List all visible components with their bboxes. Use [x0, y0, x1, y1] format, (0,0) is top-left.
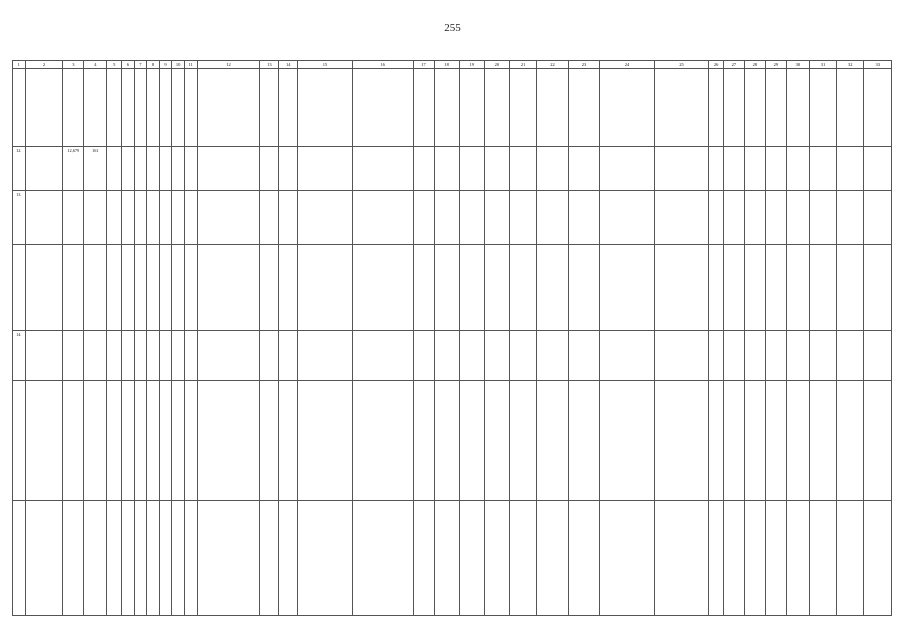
table-cell [809, 245, 836, 331]
table-cell [568, 381, 599, 501]
table-cell [298, 191, 353, 245]
table-cell [786, 245, 809, 331]
table-cell [279, 501, 298, 616]
table-cell [197, 69, 260, 147]
table-cell [279, 245, 298, 331]
table-cell [723, 69, 744, 147]
table-cell [600, 501, 655, 616]
table-cell [786, 381, 809, 501]
table-cell [864, 381, 892, 501]
table-cell [723, 191, 744, 245]
table-cell [279, 381, 298, 501]
table-row [13, 147, 892, 191]
table-cell [537, 245, 568, 331]
table-cell [63, 381, 84, 501]
table-cell [13, 245, 26, 331]
table-cell [298, 331, 353, 381]
table-cell [510, 331, 537, 381]
table-cell [434, 191, 459, 245]
table-cell [809, 147, 836, 191]
table-cell [723, 245, 744, 331]
column-number-cell: 26 [709, 61, 724, 69]
table-cell [279, 331, 298, 381]
table-cell [654, 501, 709, 616]
table-cell [352, 245, 413, 331]
table-cell [837, 501, 864, 616]
table-cell [147, 69, 160, 147]
table-cell [25, 501, 63, 616]
table-cell [744, 331, 765, 381]
table-cell [744, 147, 765, 191]
column-number-cell: 19 [459, 61, 484, 69]
column-number-cell: 2 [25, 61, 63, 69]
table-cell [172, 501, 185, 616]
table-cell [837, 245, 864, 331]
table-row [13, 69, 892, 147]
table-cell [159, 69, 172, 147]
table-cell [197, 191, 260, 245]
table-cell [837, 381, 864, 501]
table-cell [63, 501, 84, 616]
table-cell [434, 147, 459, 191]
table-cell [159, 191, 172, 245]
table-cell [765, 147, 786, 191]
table-cell [134, 69, 147, 147]
column-number-cell: 29 [765, 61, 786, 69]
table-cell [434, 69, 459, 147]
table-cell [147, 245, 160, 331]
page-number: 255 [444, 22, 461, 34]
table-cell [723, 501, 744, 616]
table-cell [484, 331, 509, 381]
table-cell [654, 245, 709, 331]
table-cell [159, 245, 172, 331]
column-number-cell: 21 [510, 61, 537, 69]
column-number-cell: 15 [298, 61, 353, 69]
table-cell [413, 331, 434, 381]
table-cell [63, 69, 84, 147]
table-cell [837, 147, 864, 191]
table-cell [413, 147, 434, 191]
column-number-cell: 11 [184, 61, 197, 69]
table-cell [352, 147, 413, 191]
table-cell [413, 381, 434, 501]
column-number-cell: 10 [172, 61, 185, 69]
table-cell [864, 501, 892, 616]
table-cell [147, 191, 160, 245]
table-cell [184, 381, 197, 501]
table-cell [809, 331, 836, 381]
table-cell [107, 381, 122, 501]
data-table [12, 60, 892, 616]
table-cell [765, 501, 786, 616]
table-cell [260, 331, 279, 381]
table-cell [786, 191, 809, 245]
table-cell [352, 501, 413, 616]
table-row [13, 381, 892, 501]
table-cell: 12. [13, 147, 26, 191]
table-cell [159, 381, 172, 501]
table-cell [459, 69, 484, 147]
table-cell [134, 245, 147, 331]
table-cell [459, 331, 484, 381]
table-cell [434, 331, 459, 381]
table-cell [484, 147, 509, 191]
table-cell [279, 191, 298, 245]
column-number-cell: 4 [84, 61, 107, 69]
table-cell [744, 501, 765, 616]
table-cell [63, 331, 84, 381]
table-cell [147, 147, 160, 191]
table-cell [134, 381, 147, 501]
table-cell [568, 331, 599, 381]
table-cell [172, 69, 185, 147]
table-cell [809, 69, 836, 147]
table-cell [184, 147, 197, 191]
table-cell [84, 381, 107, 501]
table-cell [765, 245, 786, 331]
column-number-cell: 13 [260, 61, 279, 69]
table-cell [260, 245, 279, 331]
table-cell [197, 331, 260, 381]
table-cell [25, 69, 63, 147]
table-cell [600, 147, 655, 191]
table-cell [172, 331, 185, 381]
table-cell [107, 501, 122, 616]
table-cell [809, 501, 836, 616]
table-cell [25, 331, 63, 381]
table-cell [537, 381, 568, 501]
column-number-cell: 25 [654, 61, 709, 69]
table-row [13, 331, 892, 381]
table-cell [197, 245, 260, 331]
table-cell [459, 245, 484, 331]
table-cell [84, 245, 107, 331]
table-cell [260, 501, 279, 616]
table-cell [134, 331, 147, 381]
column-number-cell: 27 [723, 61, 744, 69]
table-cell [568, 147, 599, 191]
table-cell [197, 147, 260, 191]
table-cell [568, 501, 599, 616]
table-cell [352, 381, 413, 501]
table-cell [147, 501, 160, 616]
column-number-cell: 31 [809, 61, 836, 69]
table-cell [510, 69, 537, 147]
table-cell [723, 331, 744, 381]
table-cell [260, 381, 279, 501]
table-cell [600, 331, 655, 381]
table-cell [122, 147, 135, 191]
table-cell [197, 381, 260, 501]
column-number-cell: 23 [568, 61, 599, 69]
table-cell [122, 191, 135, 245]
table-cell: 13. [13, 191, 26, 245]
column-number-cell: 7 [134, 61, 147, 69]
table-cell [434, 501, 459, 616]
column-number-cell: 14 [279, 61, 298, 69]
table-cell [147, 381, 160, 501]
column-number-cell: 32 [837, 61, 864, 69]
table-cell [786, 331, 809, 381]
table-cell [654, 147, 709, 191]
table-cell [298, 245, 353, 331]
table-cell [413, 191, 434, 245]
table-cell [864, 69, 892, 147]
table-cell [352, 69, 413, 147]
table-cell [84, 191, 107, 245]
table-cell [459, 381, 484, 501]
table-cell [600, 381, 655, 501]
table-cell [600, 69, 655, 147]
table-cell [568, 191, 599, 245]
table-cell [709, 69, 724, 147]
table-cell [786, 501, 809, 616]
table-cell: 14. [13, 331, 26, 381]
column-number-row [13, 61, 892, 69]
table-cell [537, 501, 568, 616]
table-cell [654, 191, 709, 245]
column-number-cell: 6 [122, 61, 135, 69]
table-cell [184, 191, 197, 245]
table-cell [765, 191, 786, 245]
table-cell [172, 381, 185, 501]
table-cell [298, 381, 353, 501]
table-cell [260, 147, 279, 191]
table-cell [134, 191, 147, 245]
table-cell [122, 331, 135, 381]
table-cell [184, 501, 197, 616]
table-cell [107, 147, 122, 191]
table-cell [484, 381, 509, 501]
table-cell [568, 69, 599, 147]
table-cell [537, 331, 568, 381]
table-cell [13, 381, 26, 501]
table-cell [510, 245, 537, 331]
table-cell [13, 69, 26, 147]
table-cell [172, 245, 185, 331]
table-cell [709, 147, 724, 191]
table-cell [765, 69, 786, 147]
table-cell [159, 331, 172, 381]
table-cell [434, 381, 459, 501]
table-cell [25, 191, 63, 245]
column-number-cell: 17 [413, 61, 434, 69]
table-cell [84, 501, 107, 616]
table-cell [864, 331, 892, 381]
table-cell [122, 381, 135, 501]
table-cell [134, 147, 147, 191]
table-cell [654, 331, 709, 381]
table-cell [260, 191, 279, 245]
table-cell [709, 331, 724, 381]
table-row [13, 191, 892, 245]
table-cell [510, 147, 537, 191]
table-cell [107, 69, 122, 147]
table-cell [63, 191, 84, 245]
column-number-cell: 30 [786, 61, 809, 69]
column-number-cell: 5 [107, 61, 122, 69]
table-cell [568, 245, 599, 331]
table-cell [279, 69, 298, 147]
table-cell [184, 245, 197, 331]
table-cell [459, 147, 484, 191]
table-cell [510, 501, 537, 616]
table-cell [107, 191, 122, 245]
table-cell [484, 501, 509, 616]
table-row [13, 245, 892, 331]
table-cell [600, 245, 655, 331]
table-cell [84, 69, 107, 147]
table-cell [723, 147, 744, 191]
table-cell [459, 501, 484, 616]
table-cell [786, 69, 809, 147]
table-cell [484, 245, 509, 331]
table-cell [159, 501, 172, 616]
table-cell [122, 245, 135, 331]
table-cell [298, 147, 353, 191]
table-cell [413, 245, 434, 331]
table-cell [25, 381, 63, 501]
table-cell [63, 245, 84, 331]
column-number-cell: 20 [484, 61, 509, 69]
table-cell: 12,679 [63, 147, 84, 191]
table-cell [352, 331, 413, 381]
column-number-cell: 33 [864, 61, 892, 69]
table-row [13, 501, 892, 616]
table-cell [197, 501, 260, 616]
table-cell [172, 147, 185, 191]
table-cell [413, 69, 434, 147]
column-number-cell: 8 [147, 61, 160, 69]
column-number-cell: 3 [63, 61, 84, 69]
table-cell [709, 381, 724, 501]
column-number-cell: 22 [537, 61, 568, 69]
table-cell [654, 69, 709, 147]
table-cell [809, 191, 836, 245]
table-cell [122, 501, 135, 616]
column-number-cell: 28 [744, 61, 765, 69]
table-cell [484, 69, 509, 147]
table-cell [107, 245, 122, 331]
table-cell [260, 69, 279, 147]
column-number-cell: 9 [159, 61, 172, 69]
table-cell [459, 191, 484, 245]
table-cell [537, 191, 568, 245]
table-cell [484, 191, 509, 245]
table-cell [434, 245, 459, 331]
column-number-cell: 16 [352, 61, 413, 69]
table-cell [837, 191, 864, 245]
column-number-cell: 1 [13, 61, 26, 69]
table-cell [537, 69, 568, 147]
table-cell [172, 191, 185, 245]
table-cell [744, 381, 765, 501]
table-cell [864, 245, 892, 331]
table-cell [744, 69, 765, 147]
table-cell [413, 501, 434, 616]
table-cell [709, 191, 724, 245]
table-cell [837, 331, 864, 381]
table-cell [159, 147, 172, 191]
table-cell [809, 381, 836, 501]
table-cell [25, 245, 63, 331]
table-cell [298, 69, 353, 147]
table-cell [298, 501, 353, 616]
table-cell [786, 147, 809, 191]
table-cell [723, 381, 744, 501]
table-cell [765, 381, 786, 501]
table-cell [122, 69, 135, 147]
table-cell [184, 69, 197, 147]
column-number-cell: 24 [600, 61, 655, 69]
table-cell [744, 191, 765, 245]
table-cell [864, 147, 892, 191]
table-cell [147, 331, 160, 381]
table-cell [837, 69, 864, 147]
table-cell [184, 331, 197, 381]
column-number-cell: 12 [197, 61, 260, 69]
table-cell [537, 147, 568, 191]
table-cell [510, 191, 537, 245]
table-cell [709, 501, 724, 616]
table-cell [510, 381, 537, 501]
table-cell [13, 501, 26, 616]
table-cell [765, 331, 786, 381]
table-cell [25, 147, 63, 191]
table-cell [600, 191, 655, 245]
table-cell [134, 501, 147, 616]
table-cell [654, 381, 709, 501]
table-cell [744, 245, 765, 331]
column-number-cell: 18 [434, 61, 459, 69]
table-cell [279, 147, 298, 191]
table-cell [864, 191, 892, 245]
table-cell [709, 245, 724, 331]
table-cell [352, 191, 413, 245]
table-cell: 161 [84, 147, 107, 191]
table-cell [84, 331, 107, 381]
table-cell [107, 331, 122, 381]
